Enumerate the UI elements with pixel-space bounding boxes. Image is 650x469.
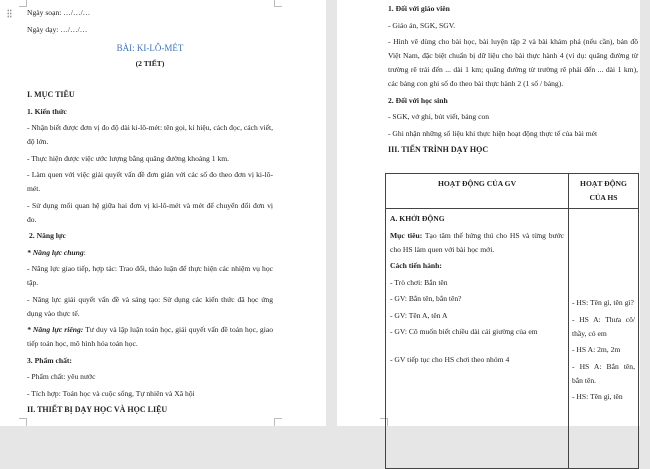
date-prepared: Ngày soạn: …/…/…	[27, 8, 91, 17]
paragraph: - Làm quen với việc giải quyết vấn đề đơn giản với các số đo theo đơn vị ki-lô-mét.	[27, 170, 273, 193]
label: * Năng lực chung	[27, 247, 84, 257]
table-header-row	[386, 174, 639, 209]
paragraph: - Năng lực giải quyết vấn đề và sáng tạo: Sử dụng các kiến thức đã học ứng dụng vào thực tế.	[27, 294, 273, 318]
section-heading: II. THIẾT BỊ DẠY HỌC VÀ HỌC LIỆU	[27, 405, 168, 414]
list-item: - Trò chơi: Bắn tên	[390, 277, 448, 287]
subheading: 1. Đối với giáo viên	[388, 4, 450, 13]
paragraph: - SGK, vở ghi, bút viết, bảng con	[388, 112, 490, 121]
paragraph	[27, 323, 273, 351]
list-item: - GV tiếp tục cho HS chơi theo nhóm 4	[390, 355, 510, 364]
header-hs: HOẠT ĐỘNG CỦA HS	[569, 174, 639, 209]
paragraph: - Hình vẽ dùng cho bài học, bài luyện tập 2 và bài khám phá (nếu cần), bản đồ Việt Nam, đặc biệt chuẩn bị dữ liệu cho bài thực hành 4 (ví dụ: quãng đường từ trường rẽ trái đến ... dài 1 km; quãng đường từ trường rẽ phải đến ... dài 1 km), các bảng con ghi số đo theo bài thực hành 2 (1 số / bảng).	[388, 37, 638, 88]
label: Mục tiêu:	[390, 230, 423, 240]
label: Cách tiến hành:	[390, 261, 442, 270]
paragraph	[390, 229, 564, 257]
label: * Năng lực riêng:	[27, 325, 84, 334]
section-heading: I. MỤC TIÊU	[27, 90, 75, 99]
gv-cell	[386, 209, 569, 469]
text: Tạo tâm thế hứng thú cho HS và từng bước cho HS làm quen với bài học mới.	[390, 230, 565, 254]
subheading: 3. Phẩm chất:	[27, 355, 72, 365]
date-taught: Ngày dạy: …/…/…	[27, 24, 88, 34]
section-heading: III. TIẾN TRÌNH DẠY HỌC	[388, 145, 489, 154]
paragraph	[27, 246, 273, 260]
table-row	[386, 209, 639, 469]
subheading: 1. Kiến thức	[27, 106, 67, 116]
hs-cell	[569, 209, 639, 469]
paragraph: - Phẩm chất: yêu nước	[27, 372, 96, 381]
paragraph: - Thực hiện được việc ước lượng bằng quãng đường khoảng 1 km.	[27, 153, 230, 163]
header-gv: HOẠT ĐỘNG CỦA GV	[386, 174, 569, 209]
text: Tư duy và lập luận toán học, giải quyết vấn đề toán học, giao tiếp toán học, mô hình hóa toán học.	[27, 325, 273, 348]
list-item: - GV: Cô muốn biết chiều dài cái giường của em	[390, 327, 538, 336]
paragraph: - Nhận biết được đơn vị đo độ dài ki-lô-mét: tên gọi, kí hiệu, cách đọc, cách viết, độ lớn.	[27, 123, 274, 146]
paragraph: - Sử dụng mối quan hệ giữa hai đơn vị ki-lô-mét và mét để chuyển đổi đơn vị đo.	[27, 200, 273, 224]
lesson-title: BÀI: KI-LÔ-MÉT	[116, 42, 184, 53]
page-corner-mark	[274, 418, 282, 426]
page-corner-mark	[274, 0, 282, 7]
page-corner-mark	[19, 418, 27, 426]
document-page-2	[337, 0, 640, 426]
paragraph: - Năng lực giao tiếp, hợp tác: Trao đổi, thảo luận để thực hiện các nhiệm vụ học tập.	[27, 264, 273, 287]
list-item: - GV: Tên A, tên A	[390, 310, 448, 320]
subheading: 2. Năng lực	[29, 231, 66, 240]
list-item: - GV: Bắn tên, bắn tên?	[390, 294, 462, 303]
activity-table	[385, 173, 639, 469]
paragraph: - Giáo án, SGK, SGV.	[388, 20, 456, 30]
list-item: - HS A: Bắn tên, bắn tên.	[572, 361, 635, 385]
list-item: - HS: Tên gì, tên gì?	[572, 298, 634, 307]
colon: :	[83, 247, 86, 257]
list-item: - HS A: 2m, 2m	[572, 345, 621, 354]
lesson-subtitle: (2 TIẾT)	[135, 59, 165, 68]
page-corner-mark	[19, 0, 27, 7]
paragraph: - Ghi nhận những số liệu khi thực hiện hoạt động thực tế của bài mét	[388, 128, 598, 138]
list-item: - HS A: Thưa cô/ thầy, có em	[572, 314, 635, 338]
subheading: 2. Đối với học sinh	[388, 95, 448, 105]
paragraph: - Tích hợp: Toán học và cuộc sống, Tự nhiên và Xã hội	[27, 388, 195, 398]
drag-handle-icon[interactable]	[7, 9, 12, 18]
part-heading: A. KHỞI ĐỘNG	[390, 214, 445, 223]
document-page-1	[0, 0, 326, 426]
list-item: - HS: Tên gì, tên	[572, 392, 623, 401]
